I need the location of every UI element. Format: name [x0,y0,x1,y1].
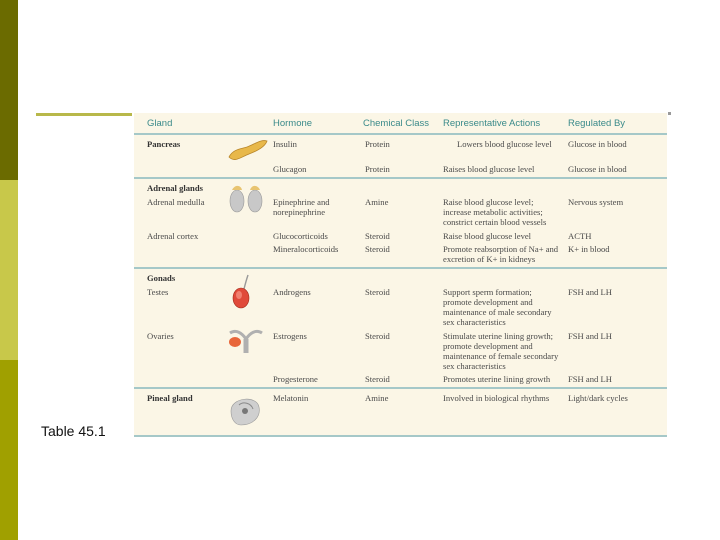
ovary-icon [226,323,266,357]
gland-name: Ovaries [147,331,174,341]
action-text: Raise blood glucose level [443,231,532,241]
regulator-text: K+ in blood [568,244,610,254]
regulator-text: Glucose in blood [568,139,627,149]
action-text: Involved in biological rhythms [443,393,550,403]
action-text: Raises blood glucose level [443,164,535,174]
sidebar-segment-bottom [0,360,18,540]
hormone-name: Androgens [273,287,311,297]
header-actions: Representative Actions [443,118,541,129]
regulator-text: FSH and LH [568,374,612,384]
header-hormone: Hormone [273,118,313,129]
action-text: Promotes uterine lining growth [443,374,551,384]
regulator-text: Light/dark cycles [568,393,628,403]
adrenal-icon [226,181,266,215]
chemical-class: Amine [365,197,389,207]
header-gland: Gland [147,118,173,129]
regulator-text: FSH and LH [568,287,612,297]
section-divider [134,387,667,389]
title-rule [36,113,132,116]
decor-dot [668,112,671,115]
hormone-name: Melatonin [273,393,309,403]
action-text: Lowers blood glucose level [457,139,552,149]
sidebar-segment-middle [0,180,18,360]
chemical-class: Steroid [365,331,390,341]
section-title: Adrenal glands [147,183,203,193]
regulator-text: Nervous system [568,197,624,207]
header-regulated-by: Regulated By [568,118,626,129]
pancreas-icon [227,133,269,163]
regulator-text: Glucose in blood [568,164,627,174]
chemical-class: Steroid [365,374,390,384]
hormone-name: Insulin [273,139,297,149]
chemical-class: Steroid [365,231,390,241]
gland-name: Pancreas [147,139,181,149]
hormone-name: Glucocorticoids [273,231,328,241]
gland-name: Testes [147,287,169,297]
chemical-class: Steroid [365,244,390,254]
sidebar-segment-top [0,0,18,180]
hormone-name: Estrogens [273,331,307,341]
action-text: Promote reabsorption of Na+ and excretion of K+ in kidneys [443,244,559,264]
table-bottom-rule [134,435,667,437]
table-header [134,113,667,135]
regulator-text: FSH and LH [568,331,612,341]
section-title: Pineal gland [147,393,193,403]
hormone-name: Glucagon [273,164,307,174]
hormone-name: Progesterone [273,374,318,384]
chemical-class: Steroid [365,287,390,297]
hormone-name: Epinephrine and norepinephrine [273,197,330,217]
chemical-class: Protein [365,139,390,149]
hormone-table [134,113,667,437]
table-caption: Table 45.1 [41,423,106,439]
chemical-class: Protein [365,164,390,174]
chemical-class: Amine [365,393,389,403]
action-text: Raise blood glucose level; increase metabolic activities; constrict certain blood vessels [443,197,547,227]
header-chemical-class: Chemical Class [363,118,429,129]
section-title: Gonads [147,273,176,283]
regulator-text: ACTH [568,231,592,241]
section-divider [134,267,667,269]
hormone-name: Mineralocorticoids [273,244,339,254]
gland-name: Adrenal cortex [147,231,199,241]
section-divider [134,177,667,179]
pineal-icon [227,391,263,429]
action-text: Stimulate uterine lining growth; promote development and maintenance of female secondary sex characteristics [443,331,559,371]
sidebar-decoration [0,0,18,540]
gland-name: Adrenal medulla [147,197,205,207]
action-text: Support sperm formation; promote development and maintenance of male secondary sex characteristics [443,287,552,327]
testis-icon [230,273,258,311]
